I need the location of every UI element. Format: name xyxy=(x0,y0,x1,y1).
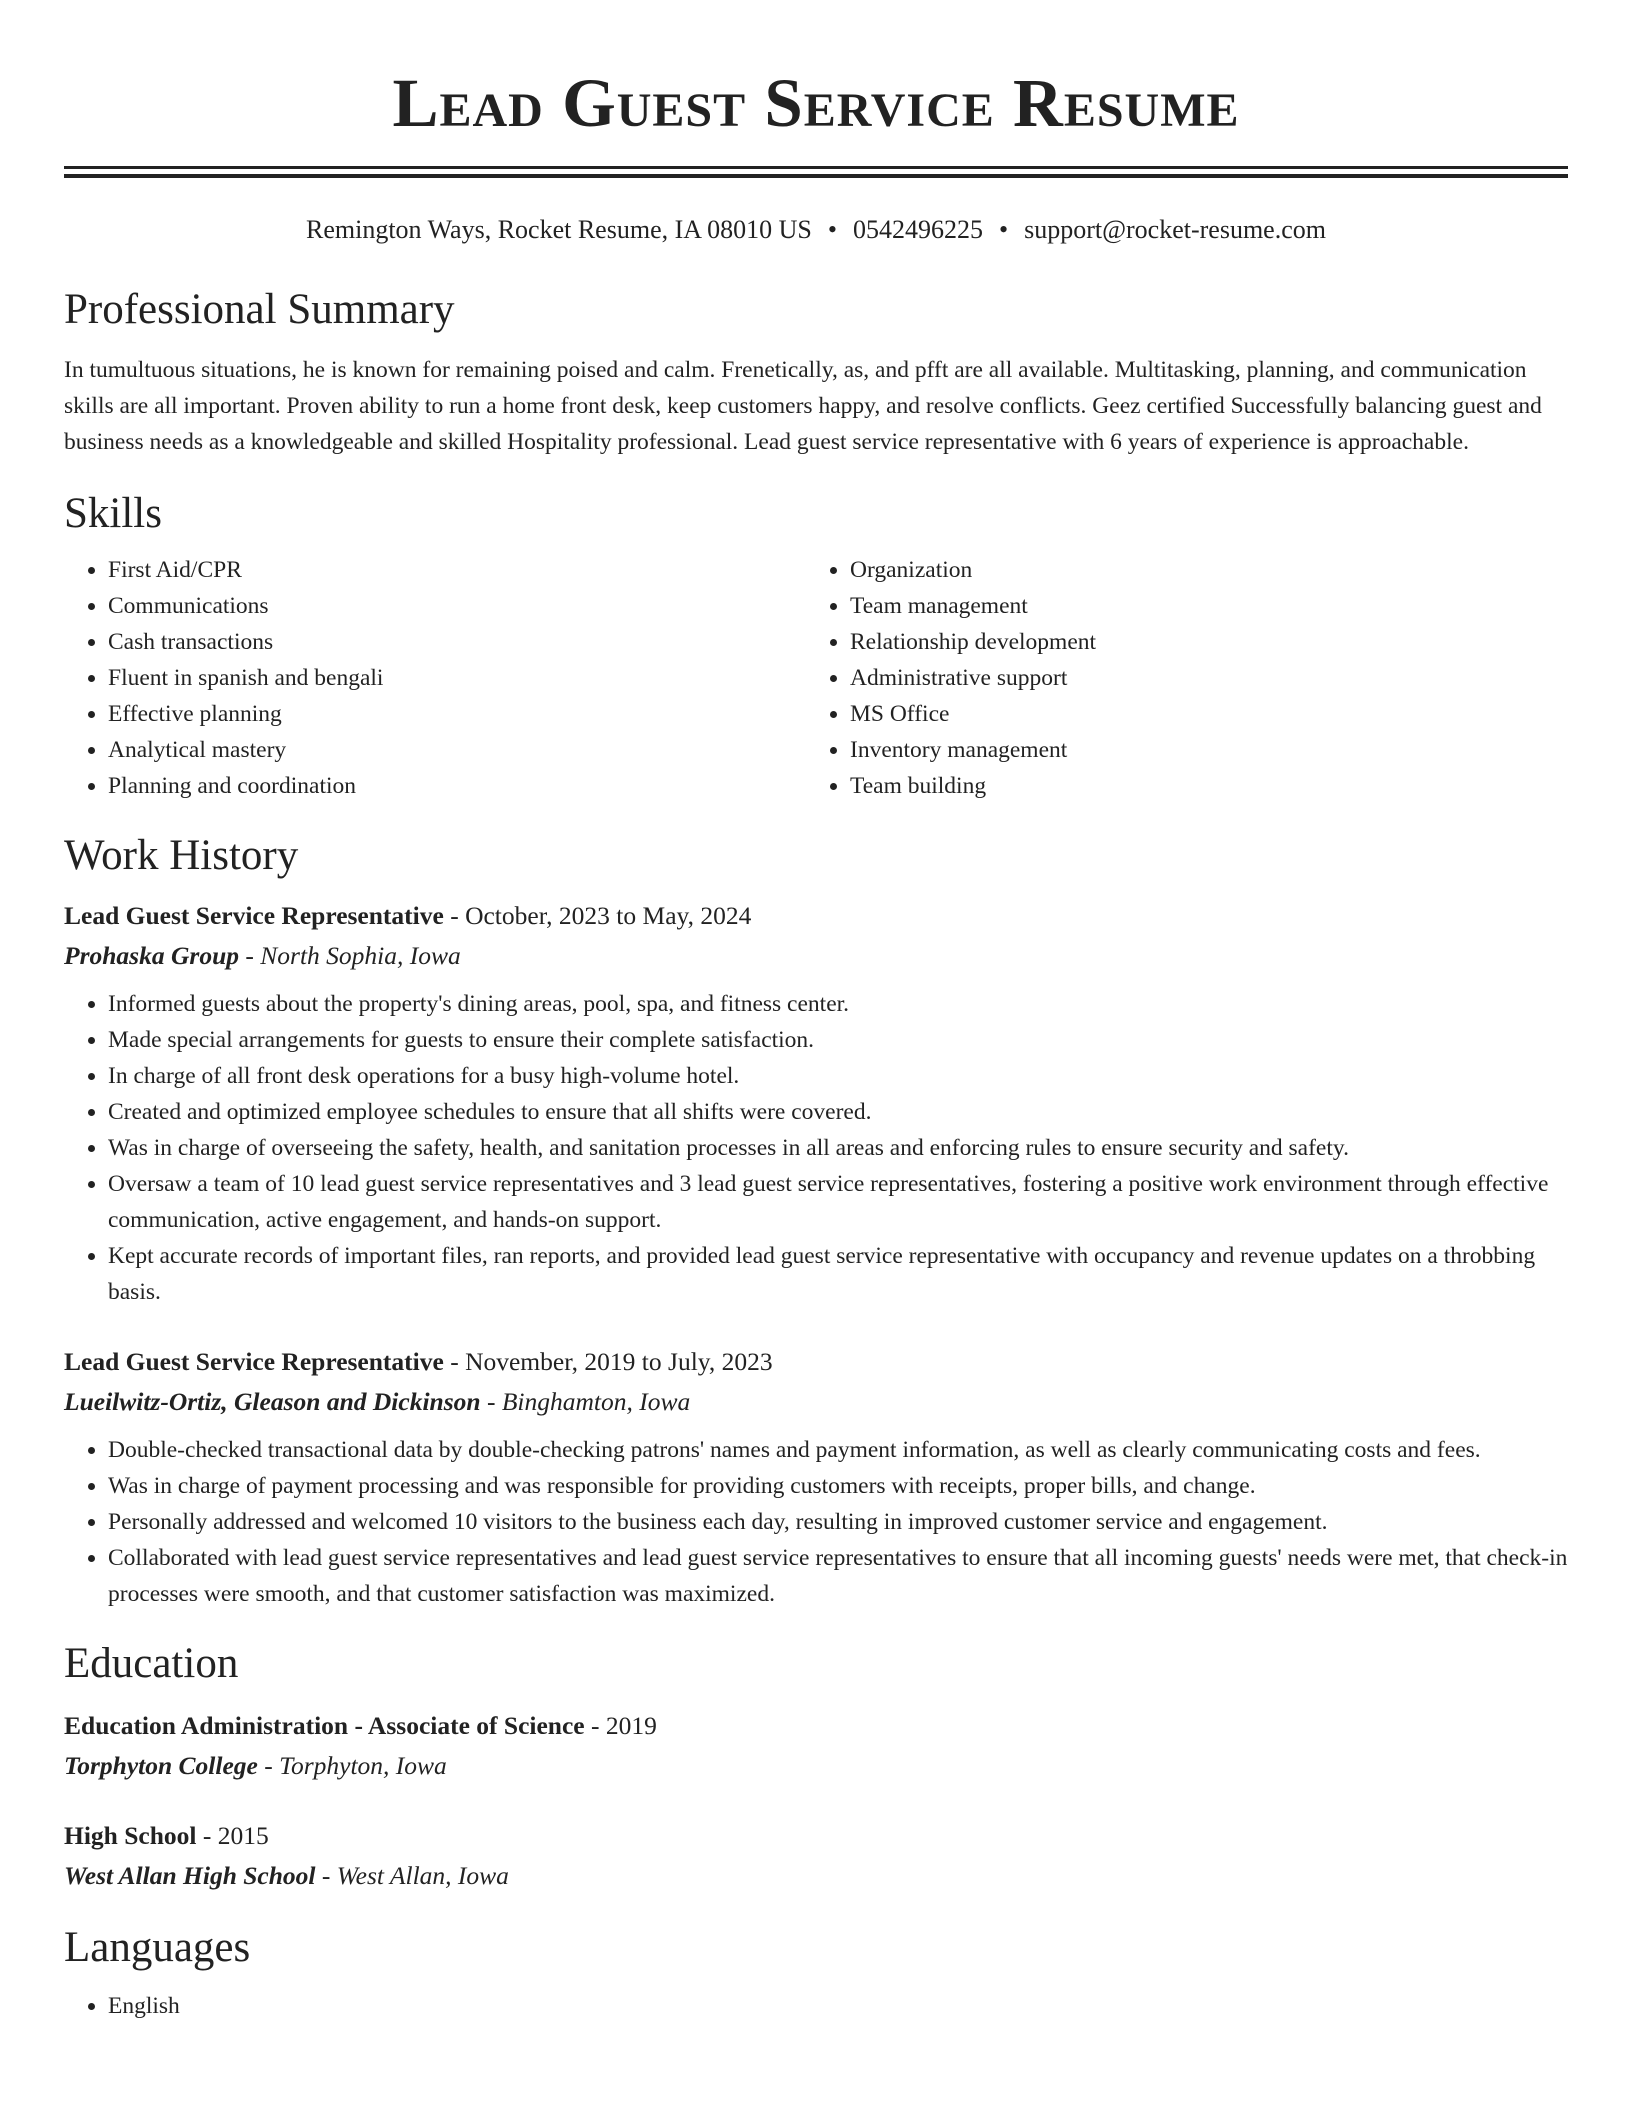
language-item: • English xyxy=(108,1988,1568,2024)
job-company-line: Prohaska Group - North Sophia, Iowa xyxy=(64,941,461,970)
job-bullets xyxy=(64,1432,1568,1612)
education-location: Torphyton, Iowa xyxy=(279,1751,447,1780)
skill-item: • Analytical mastery xyxy=(108,732,806,768)
contact-separator: • xyxy=(827,215,837,244)
education-heading: Education xyxy=(64,1640,239,1687)
job-bullet: • Was in charge of overseeing the safety, health, and sanitation processes in all areas and enforcing rules to ensure security and safety. xyxy=(108,1130,1568,1166)
job-bullet: • Oversaw a team of 10 lead guest service representatives and 3 lead guest service representatives, fostering a positive work environment through effective communication, active engagement, and hands-on support. xyxy=(108,1166,1568,1238)
job-bullet: • Double-checked transactional data by double-checking patrons' names and payment information, as well as clearly communicating costs and fees. xyxy=(108,1432,1568,1468)
education-school: West Allan High School xyxy=(64,1861,316,1890)
summary-heading: Professional Summary xyxy=(64,286,455,333)
skills-heading: Skills xyxy=(64,490,162,537)
title-double-rule xyxy=(64,166,1568,178)
job-entry xyxy=(64,1342,1568,1612)
education-entry xyxy=(64,1706,1568,1786)
contact-phone: 0542496225 xyxy=(852,215,983,244)
job-bullet: • Made special arrangements for guests to ensure their complete satisfaction. xyxy=(108,1022,1568,1058)
skill-item: • Team management xyxy=(850,588,1548,624)
job-title-line: Lead Guest Service Representative - November, 2019 to July, 2023 xyxy=(64,1347,773,1376)
work-heading: Work History xyxy=(64,832,299,879)
skill-item: • First Aid/CPR xyxy=(108,552,806,588)
languages-list xyxy=(64,1988,1568,2024)
job-company-line: Lueilwitz-Ortiz, Gleason and Dickinson - Binghamton, Iowa xyxy=(64,1387,691,1416)
skill-item: • Fluent in spanish and bengali xyxy=(108,660,806,696)
skill-item: • Cash transactions xyxy=(108,624,806,660)
education-degree: High School xyxy=(64,1821,197,1850)
job-bullet: • Personally addressed and welcomed 10 visitors to the business each day, resulting in improved customer service and engagement. xyxy=(108,1504,1568,1540)
contact-address: Remington Ways, Rocket Resume, IA 08010 US xyxy=(306,215,812,244)
education-degree-line: Education Administration - Associate of Science - 2019 xyxy=(64,1711,657,1740)
job-title: Lead Guest Service Representative xyxy=(64,1347,444,1376)
contact-separator: • xyxy=(998,215,1009,244)
job-title-line: Lead Guest Service Representative - October, 2023 to May, 2024 xyxy=(64,901,752,930)
skill-item: • Communications xyxy=(108,588,806,624)
job-bullet: • Informed guests about the property's dining areas, pool, spa, and fitness center. xyxy=(108,986,1568,1022)
job-dates: October, 2023 to May, 2024 xyxy=(465,901,752,930)
job-dates: November, 2019 to July, 2023 xyxy=(465,1347,773,1376)
education-year: 2019 xyxy=(605,1711,657,1740)
education-school-line: West Allan High School - West Allan, Iowa xyxy=(64,1861,509,1890)
skills-left-list xyxy=(64,552,806,804)
skills-right-list xyxy=(806,552,1548,804)
education-year: 2015 xyxy=(217,1821,269,1850)
education-school: Torphyton College xyxy=(64,1751,258,1780)
skill-item: • Organization xyxy=(850,552,1548,588)
contact-line xyxy=(64,210,1568,250)
job-location: North Sophia, Iowa xyxy=(260,941,461,970)
job-bullet: • Created and optimized employee schedules to ensure that all shifts were covered. xyxy=(108,1094,1568,1130)
job-location: Binghamton, Iowa xyxy=(501,1387,691,1416)
contact-email: support@rocket-resume.com xyxy=(1024,215,1326,244)
education-location: West Allan, Iowa xyxy=(336,1861,509,1890)
job-bullet: • In charge of all front desk operations for a busy high-volume hotel. xyxy=(108,1058,1568,1094)
skill-item: • Effective planning xyxy=(108,696,806,732)
languages-heading: Languages xyxy=(64,1924,251,1971)
job-bullet: • Collaborated with lead guest service representatives and lead guest service representatives to ensure that all incoming guests' needs were met, that check-in processes were smooth, and that customer satisfaction was maximized. xyxy=(108,1540,1568,1612)
job-entry xyxy=(64,896,1568,1310)
job-bullet: • Kept accurate records of important files, ran reports, and provided lead guest service representative with occupancy and revenue updates on a throbbing basis. xyxy=(108,1238,1568,1310)
skill-item: • MS Office xyxy=(850,696,1548,732)
job-company: Lueilwitz-Ortiz, Gleason and Dickinson xyxy=(64,1387,481,1416)
skill-item: • Team building xyxy=(850,768,1548,804)
resume-title: Lead Guest Service Resume xyxy=(392,65,1240,141)
job-bullets xyxy=(64,986,1568,1310)
job-company: Prohaska Group xyxy=(64,941,240,970)
education-degree-line: High School - 2015 xyxy=(64,1821,269,1850)
education-degree: Education Administration - Associate of Science xyxy=(64,1711,585,1740)
skills-columns xyxy=(64,552,1568,804)
job-title: Lead Guest Service Representative xyxy=(64,901,444,930)
skill-item: • Relationship development xyxy=(850,624,1548,660)
job-bullet: • Was in charge of payment processing and was responsible for providing customers with receipts, proper bills, and change. xyxy=(108,1468,1568,1504)
skill-item: • Planning and coordination xyxy=(108,768,806,804)
skill-item: • Inventory management xyxy=(850,732,1548,768)
skill-item: • Administrative support xyxy=(850,660,1548,696)
summary-text: In tumultuous situations, he is known for remaining poised and calm. Frenetically, as, and pfft are all available. Multitasking, planning, and communication skills are all important. Proven ability to run a home front desk, keep customers happy, and resolve conflicts. Geez certified Successfully balancing guest and business needs as a knowledgeable and skilled Hospitality professional. Lead guest service representative with 6 years of experience is approachable. xyxy=(64,357,1542,455)
education-entry xyxy=(64,1816,1568,1896)
education-school-line: Torphyton College - Torphyton, Iowa xyxy=(64,1751,447,1780)
